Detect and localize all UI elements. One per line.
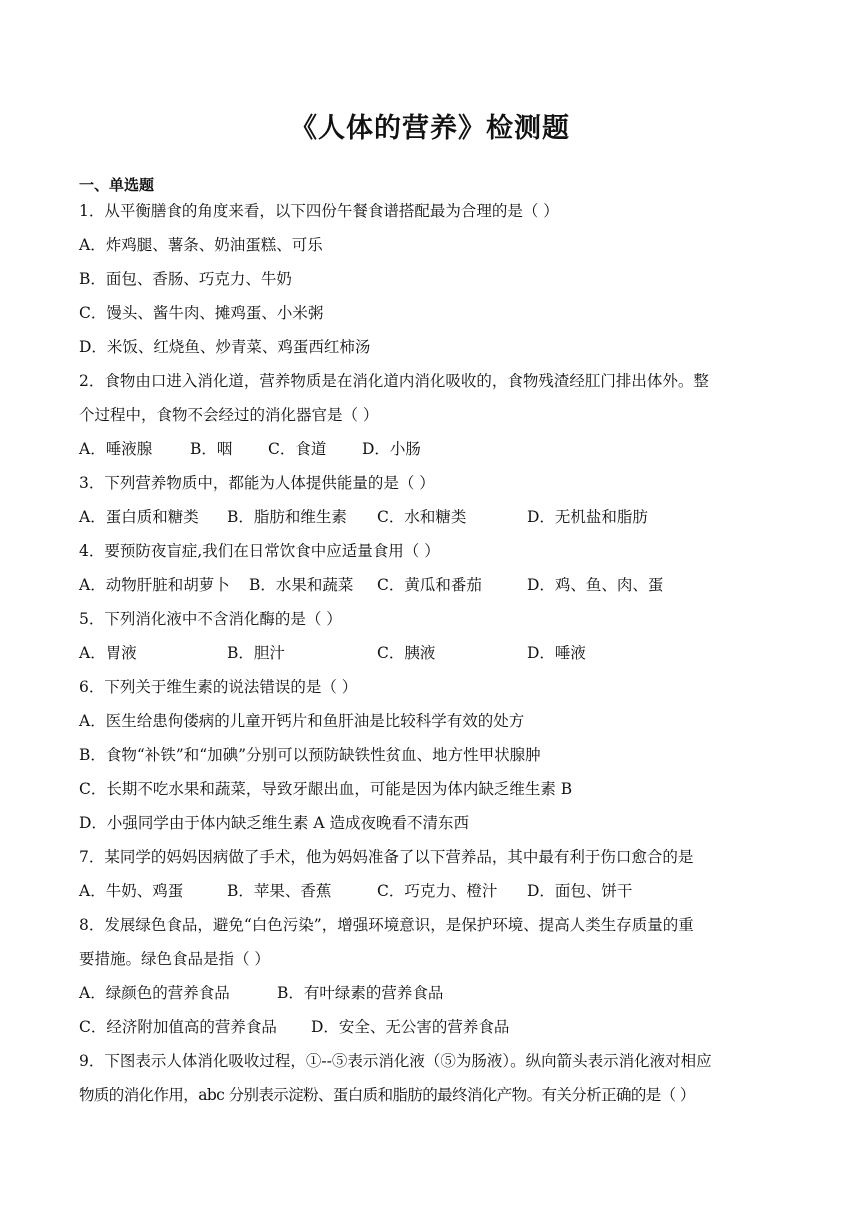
question-2-stem-line-2: 个过程中，食物不会经过的消化器官是（ ） [79, 406, 379, 424]
question-8-option-a: A．绿颜色的营养食品 [79, 984, 230, 1002]
question-5-option-d: D．唾液 [527, 644, 586, 662]
question-2-option-a: A．唾液腺 [79, 440, 153, 458]
question-4-stem: 4．要预防夜盲症,我们在日常饮食中应适量食用（ ） [79, 542, 440, 560]
question-5-option-b: B．胆汁 [227, 644, 285, 662]
question-8-stem-line-2: 要措施。绿色食品是指（ ） [79, 950, 270, 968]
question-1-option-d: D．米饭、红烧鱼、炒青菜、鸡蛋西红柿汤 [79, 338, 371, 356]
question-6-option-a: A．医生给患佝偻病的儿童开钙片和鱼肝油是比较科学有效的处方 [79, 712, 525, 730]
question-7-option-d: D．面包、饼干 [527, 882, 633, 900]
section-heading: 一、单选题 [79, 176, 155, 194]
question-2-stem-line-1: 2．食物由口进入消化道，营养物质是在消化道内消化吸收的，食物残渣经肛门排出体外。整 [79, 372, 709, 390]
question-8-option-c: C．经济附加值高的营养食品 [79, 1018, 277, 1036]
question-7-stem: 7．某同学的妈妈因病做了手术，他为妈妈准备了以下营养品，其中最有利于伤口愈合的是 [79, 848, 694, 866]
question-7-option-b: B．苹果、香蕉 [227, 882, 332, 900]
question-1-option-c: C．馒头、酱牛肉、摊鸡蛋、小米粥 [79, 304, 324, 322]
question-2-option-c: C．食道 [268, 440, 327, 458]
question-9-stem-line-1: 9．下图表示人体消化吸收过程，①--⑤表示消化液（⑤为肠液）。纵向箭头表示消化液对相应 [79, 1052, 712, 1070]
question-4-option-b: B．水果和蔬菜 [249, 576, 354, 594]
question-8-option-b: B．有叶绿素的营养食品 [277, 984, 444, 1002]
question-5-option-c: C．胰液 [377, 644, 436, 662]
question-2-option-d: D．小肠 [362, 440, 421, 458]
question-4-option-c: C．黄瓜和番茄 [377, 576, 482, 594]
question-3-stem: 3．下列营养物质中，都能为人体提供能量的是（ ） [79, 474, 435, 492]
question-1-option-b: B．面包、香肠、巧克力、牛奶 [79, 270, 292, 288]
question-6-option-b: B．食物“补铁”和“加碘”分别可以预防缺铁性贫血、地方性甲状腺肿 [79, 746, 541, 764]
question-5-stem: 5．下列消化液中不含消化酶的是（ ） [79, 610, 342, 628]
question-3-option-a: A．蛋白质和糖类 [79, 508, 199, 526]
question-6-option-d: D．小强同学由于体内缺乏维生素 A 造成夜晚看不清东西 [79, 814, 469, 832]
question-7-option-a: A．牛奶、鸡蛋 [79, 882, 184, 900]
question-9-stem-line-2: 物质的消化作用，abc 分别表示淀粉、蛋白质和脂肪的最终消化产物。有关分析正确的是（ ） [79, 1086, 695, 1104]
question-7-option-c: C．巧克力、橙汁 [377, 882, 498, 900]
question-3-option-d: D．无机盐和脂肪 [527, 508, 648, 526]
question-3-option-c: C．水和糖类 [377, 508, 467, 526]
question-5-option-a: A．胃液 [79, 644, 137, 662]
question-2-option-b: B．咽 [190, 440, 233, 458]
question-1-stem: 1．从平衡膳食的角度来看，以下四份午餐食谱搭配最为合理的是（ ） [79, 202, 559, 220]
question-8-option-d: D．安全、无公害的营养食品 [311, 1018, 510, 1036]
question-6-stem: 6．下列关于维生素的说法错误的是（ ） [79, 678, 358, 696]
document-title: 《人体的营养》检测题 [290, 113, 570, 144]
question-8-stem-line-1: 8．发展绿色食品，避免“白色污染”，增强环境意识，是保护环境、提高人类生存质量的重 [79, 916, 694, 934]
question-4-option-d: D．鸡、鱼、肉、蛋 [527, 576, 664, 594]
question-1-option-a: A．炸鸡腿、薯条、奶油蛋糕、可乐 [79, 236, 323, 254]
question-6-option-c: C．长期不吃水果和蔬菜，导致牙龈出血，可能是因为体内缺乏维生素 B [79, 780, 573, 798]
question-3-option-b: B．脂肪和维生素 [227, 508, 347, 526]
question-4-option-a: A．动物肝脏和胡萝卜 [79, 576, 230, 594]
